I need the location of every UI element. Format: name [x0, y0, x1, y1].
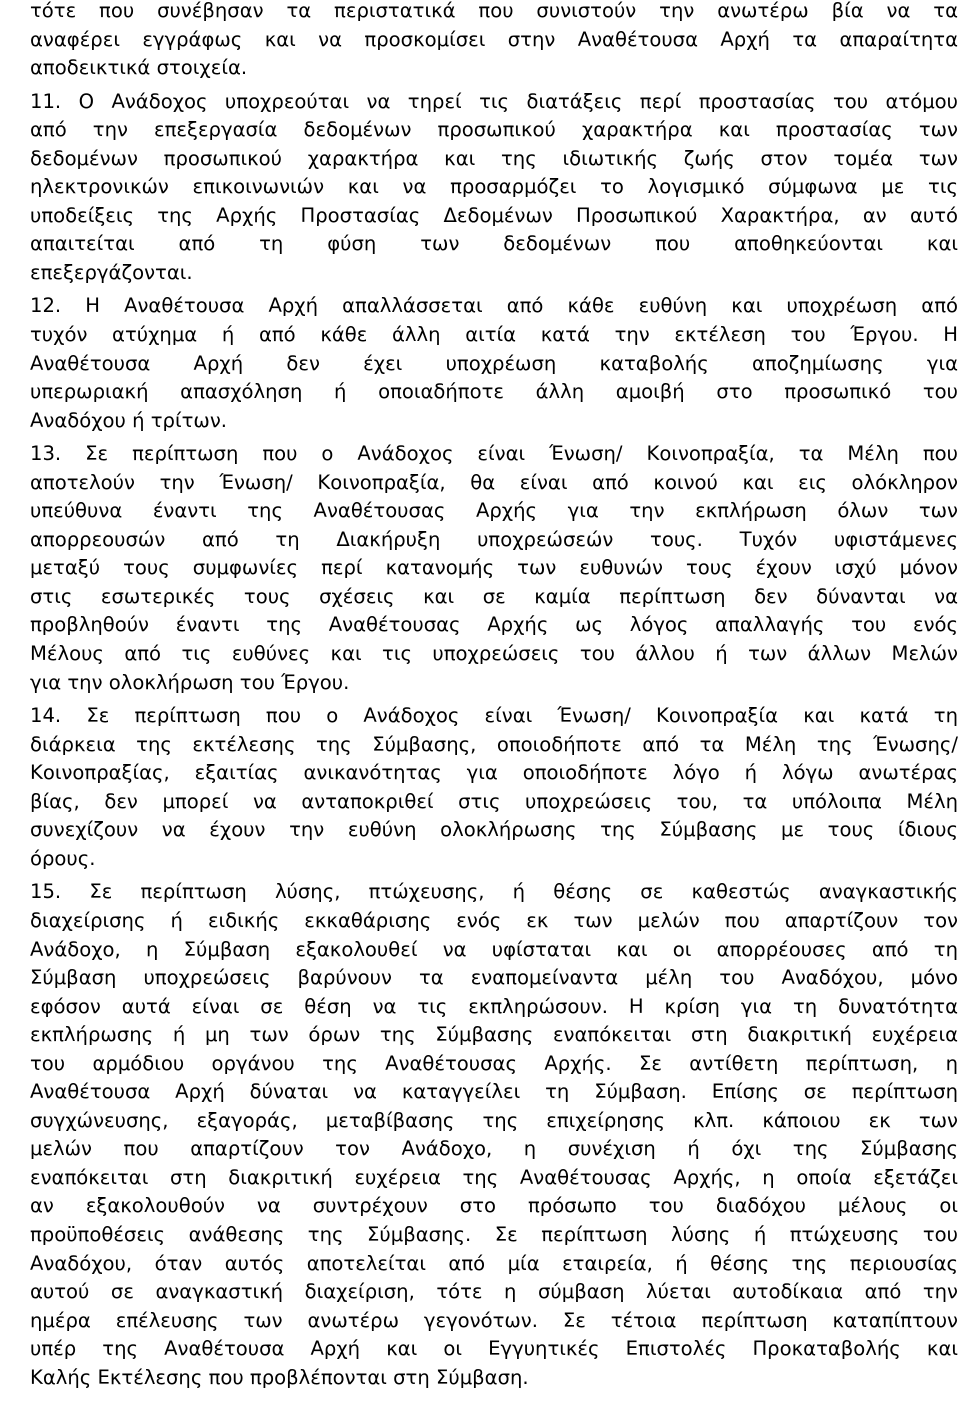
text-line: 13. Σε περίπτωση που ο Ανάδοχος είναι Ένωση/ Κοινοπραξία, τα Μέλη που: [30, 442, 958, 466]
text-line: μελών που απαρτίζουν τον Ανάδοχο, η συνέχιση ή όχι της Σύμβασης: [30, 1137, 958, 1161]
text-line: Ανάδοχο, η Σύμβαση εξακολουθεί να υφίσταται και οι απορρέουσες από τη: [30, 937, 958, 961]
text-line: Μέλους από τις ευθύνες και τις υποχρεώσεις του άλλου ή των άλλων Μελών: [30, 642, 958, 666]
text-line: απαιτείται από τη φύση των δεδομένων που αποθηκεύονται και: [30, 232, 958, 256]
clause-13: [30, 440, 958, 697]
text-line: προϋποθέσεις ανάθεσης της Σύμβασης. Σε περίπτωση λύσης ή πτώχευσης του: [30, 1222, 958, 1246]
text-line: Αναδόχου ή τρίτων.: [30, 408, 227, 432]
text-line: Σύμβαση υποχρεώσεις βαρύνουν τα εναπομείναντα μέλη του Αναδόχου, μόνο: [30, 966, 958, 990]
text-line: ηλεκτρονικών επικοινωνιών και να προσαρμόζει το λογισμικό σύμφωνα με τις: [30, 175, 958, 199]
text-line: εναπόκειται στη διακριτική ευχέρεια της Αναθέτουσας Αρχής, η οποία εξετάζει: [30, 1165, 958, 1189]
text-line: αυτού σε αναγκαστική διαχείριση, τότε η σύμβαση λύεται αυτοδίκαια από την: [30, 1280, 958, 1304]
text-line: απορρεουσών από τη Διακήρυξη υποχρεώσεών τους. Τυχόν υφιστάμενες: [30, 527, 958, 551]
text-line: όρους.: [30, 846, 96, 870]
clause-14: [30, 702, 958, 873]
text-line: προβληθούν έναντι της Αναθέτουσας Αρχής ως λόγος απαλλαγής του ενός: [30, 613, 958, 637]
text-line: εφόσον αυτά είναι σε θέση να τις εκπληρώσουν. Η κρίση για τη δυνατότητα: [30, 994, 958, 1018]
text-line: αν εξακολουθούν να συντρέχουν στο πρόσωπο του διαδόχου μέλους οι: [30, 1194, 958, 1218]
text-line: από την επεξεργασία δεδομένων προσωπικού χαρακτήρα και προστασίας των: [30, 118, 958, 142]
text-line: τότε που συνέβησαν τα περιστατικά που συνιστούν την ανωτέρω βία να τα: [30, 0, 958, 22]
text-line: ημέρα επέλευσης των ανωτέρω γεγονότων. Σε τέτοια περίπτωση καταπίπτουν: [30, 1308, 958, 1332]
text-line: στις εσωτερικές τους σχέσεις και σε καμία περίπτωση δεν δύνανται να: [30, 584, 958, 608]
text-line: 15. Σε περίπτωση λύσης, πτώχευσης, ή θέσης σε καθεστώς αναγκαστικής: [30, 880, 958, 904]
text-line: διάρκεια της εκτέλεσης της Σύμβασης, οποιοδήποτε από τα Μέλη της Ένωσης/: [30, 732, 958, 756]
text-line: εκπλήρωσης ή μη των όρων της Σύμβασης εναπόκειται στη διακριτική ευχέρεια: [30, 1023, 958, 1047]
text-line: μεταξύ τους συμφωνίες περί κατανομής των ευθυνών τους έχουν ισχύ μόνον: [30, 556, 958, 580]
text-line: συνεχίζουν να έχουν την ευθύνη ολοκλήρωσης της Σύμβασης με τους ίδιους: [30, 818, 958, 842]
text-line: Αναθέτουσα Αρχή δύναται να καταγγείλει τη Σύμβαση. Επίσης σε περίπτωση: [30, 1080, 958, 1104]
text-line: Αναθέτουσα Αρχή δεν έχει υποχρέωση καταβολής αποζημίωσης για: [30, 351, 958, 375]
clause-11: [30, 88, 958, 288]
text-line: υπέρ της Αναθέτουσα Αρχή και οι Εγγυητικές Επιστολές Προκαταβολής και: [30, 1337, 958, 1361]
text-line: Αναδόχου, όταν αυτός αποτελείται από μία εταιρεία, ή θέσης της περιουσίας: [30, 1251, 958, 1275]
text-line: υπερωριακή απασχόληση ή οποιαδήποτε άλλη αμοιβή στο προσωπικό του: [30, 380, 958, 404]
clause-12: [30, 292, 958, 435]
text-line: του αρμόδιου οργάνου της Αναθέτουσας Αρχής. Σε αντίθετη περίπτωση, η: [30, 1051, 958, 1075]
text-line: 12. Η Αναθέτουσα Αρχή απαλλάσσεται από κάθε ευθύνη και υποχρέωση από: [30, 294, 958, 318]
text-line: επεξεργάζονται.: [30, 260, 193, 284]
text-line: Καλής Εκτέλεσης που προβλέπονται στη Σύμβαση.: [30, 1365, 529, 1389]
text-line: αποτελούν την Ένωση/ Κοινοπραξία, θα είναι από κοινού και εις ολόκληρον: [30, 470, 958, 494]
text-line: τυχόν ατύχημα ή από κάθε άλλη αιτία κατά την εκτέλεση του Έργου. Η: [30, 323, 958, 347]
text-line: βίας, δεν μπορεί να ανταποκριθεί στις υποχρεώσεις του, τα υπόλοιπα Μέλη: [30, 789, 958, 813]
text-line: υποδείξεις της Αρχής Προστασίας Δεδομένων Προσωπικού Χαρακτήρα, αν αυτό: [30, 203, 958, 227]
paragraph-continuation: [30, 0, 958, 83]
text-line: υπεύθυνα έναντι της Αναθέτουσας Αρχής για την εκπλήρωση όλων των: [30, 499, 958, 523]
text-line: Κοινοπραξίας, εξαιτίας ανικανότητας για οποιοδήποτε λόγο ή λόγω ανωτέρας: [30, 761, 958, 785]
text-line: 11. Ο Ανάδοχος υποχρεούται να τηρεί τις διατάξεις περί προστασίας του ατόμου: [30, 89, 958, 113]
text-line: 14. Σε περίπτωση που ο Ανάδοχος είναι Ένωση/ Κοινοπραξία και κατά τη: [30, 704, 958, 728]
text-line: δεδομένων προσωπικού χαρακτήρα και της ιδιωτικής ζωής στον τομέα των: [30, 146, 958, 170]
clause-15: [30, 878, 958, 1392]
text-line: αναφέρει εγγράφως και να προσκομίσει στην Αναθέτουσα Αρχή τα απαραίτητα: [30, 27, 958, 51]
text-line: συγχώνευσης, εξαγοράς, μεταβίβασης της επιχείρησης κλπ. κάποιου εκ των: [30, 1108, 958, 1132]
document-page: [30, 0, 958, 1397]
text-line: αποδεικτικά στοιχεία.: [30, 56, 248, 80]
text-line: διαχείρισης ή ειδικής εκκαθάρισης ενός εκ των μελών που απαρτίζουν τον: [30, 908, 958, 932]
text-line: για την ολοκλήρωση του Έργου.: [30, 670, 350, 694]
